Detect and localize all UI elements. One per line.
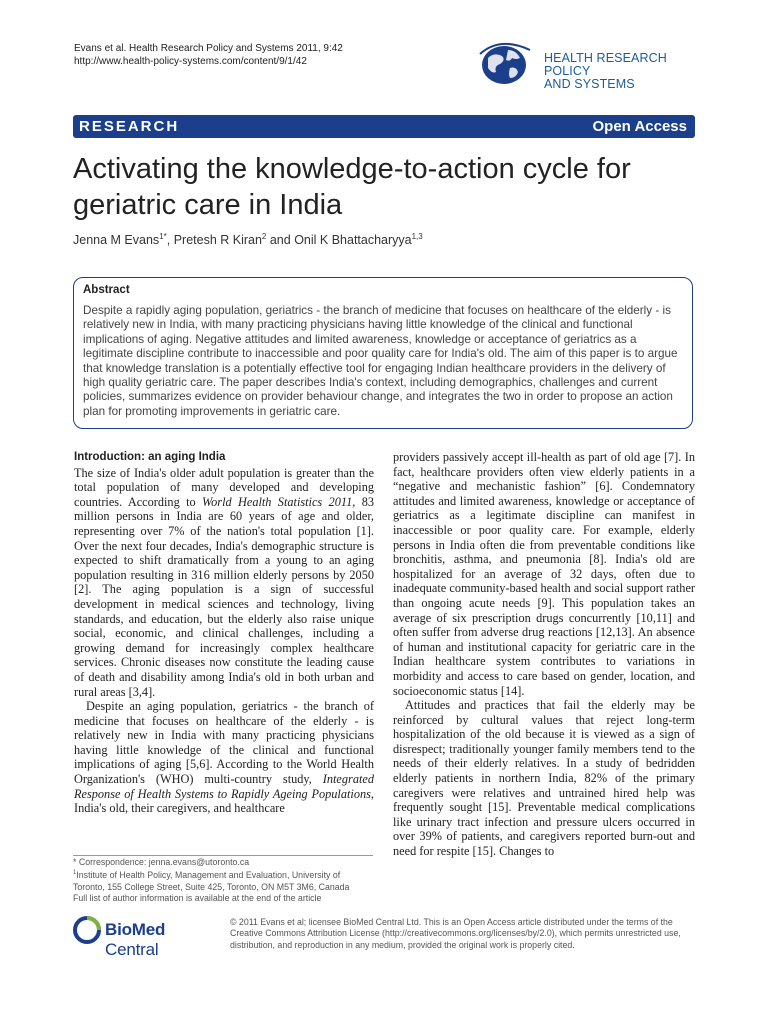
author-affil-mark: 1* (159, 232, 167, 241)
body-column-left (74, 450, 374, 816)
publisher-name (105, 920, 223, 960)
author-affil-mark: 2 (261, 232, 267, 241)
footnotes (73, 857, 373, 904)
author-name[interactable]: Jenna M Evans (73, 233, 160, 248)
globe-icon (474, 40, 536, 86)
journal-logo (474, 40, 704, 90)
abstract-heading: Abstract (83, 284, 130, 296)
article-type: RESEARCH (79, 118, 180, 135)
abstract-box (73, 277, 693, 429)
author-separator: and (266, 233, 295, 248)
citation-header (74, 42, 494, 68)
paragraph-text: Despite an aging population, geriatrics - the branch of medicine that focuses on healthcare of the elderly - is relatively new in India with many practicing physicians having little knowledge of the clinical and functional implications of aging [5,6]. According to the World Health Organization's (WHO) multi-country study, (74, 699, 374, 787)
affiliation-text: Institute of Health Policy, Management and Evaluation, University of Toronto, 155 College Street, Suite 425, Toronto, ON M5T 3M6, Canada (73, 870, 350, 892)
paragraph-emphasis: Integrated Response of Health Systems to Rapidly Ageing Populations (74, 772, 374, 801)
paragraph-text: , India's old, their caregivers, and healthcare (74, 786, 374, 816)
abstract-text: Despite a rapidly aging population, geriatrics - the branch of medicine that focuses on healthcare of the elderly - is relatively new in India, with many practicing physicians having little knowledge of the clinical and functional implications of aging. Negative attitudes and limited awareness, knowledge or acceptance of geriatrics as a legitimate discipline contribute to inaccessible and poor quality care for India's old. The aim of this paper is to argue that knowledge translation is a potentially effective tool for engaging Indian healthcare providers in the delivery of high quality geriatric care. The paper describes India's context, including demographics, challenges and current policies, summarizes evidence on provider behaviour change, and integrates the two in order to propose an action plan for promoting improvements in geriatric care. (83, 304, 678, 418)
footnote-divider (73, 855, 373, 856)
paragraph (74, 466, 374, 700)
affiliation-mark: 1 (73, 870, 77, 877)
journal-name-line2: AND SYSTEMS (544, 77, 635, 91)
open-access-badge: Open Access (592, 118, 687, 135)
citation-line: Evans et al. Health Research Policy and Systems 2011, 9:42 (74, 43, 343, 54)
affiliation (73, 868, 373, 893)
journal-name-line1: HEALTH RESEARCH POLICY (544, 51, 667, 78)
author-info-note: Full list of author information is available at the end of the article (73, 892, 322, 903)
biomed-central-icon (73, 916, 101, 944)
paragraph: providers passively accept ill-health as part of old age [7]. In fact, healthcare providers often view elderly patients in a “negative and mechanistic fashion” [6]. Condemnatory attitudes and limited awareness, knowledge or acceptance of geriatrics as a legitimate discipline can manifest in inaccessible or poor quality care. For example, elderly persons in India often die from preventable conditions like bronchitis, asthma, and pneumonia [8]. India's old are hospitalized for an average of 32 days, often due to inadequate community-based health and social support rather than ongoing acute needs [9]. This population takes an average of six prescription drugs concurrently [10,11] and often suffer from adverse drug reactions [12,13]. An absence of human and institutional capacity for geriatric care in the Indian healthcare system contributes to variations in morbidity and access to care based on gender, location, and socioeconomic status [14]. (393, 450, 695, 698)
author-name[interactable]: Pretesh R Kiran (173, 233, 262, 248)
license-text: © 2011 Evans et al; licensee BioMed Central Ltd. This is an Open Access article distributed under the terms of the Creative Commons Attribution License (http://creativecommons.org/licenses/by/2.0), which permits unrestricted use, distribution, and reproduction in any medium, provided the original work is properly cited. (230, 917, 681, 950)
paragraph (74, 699, 374, 816)
publisher-name-light: Central (105, 940, 159, 959)
citation-url[interactable]: http://www.health-policy-systems.com/content/9/1/42 (74, 56, 307, 67)
paragraph-text: The size of India's older adult population is greater than the total population of many developed and developing countries. According to (74, 465, 374, 509)
correspondence[interactable]: * Correspondence: jenna.evans@utoronto.ca (73, 857, 250, 867)
publisher-name-bold: BioMed (105, 920, 166, 939)
paragraph-text: , 83 million persons in India are 60 years of age and older, representing over 7% of the nation's total population [1]. Over the next four decades, India's demographic structure is expected to shift dramatically from a young to an aging population resulting in 316 million elderly persons by 2050 [2]. The aging population is a sign of successful development in medical sciences and technology, living standards, and education, but the elderly also raise unique social, economic, and clinical challenges, including a growing demand for increasingly complex healthcare services. Chronic diseases now constitute the leading cause of death and disability among India's old in both urban and rural areas [3,4]. (74, 494, 374, 699)
journal-name (544, 52, 704, 91)
author-affil-mark: 1,3 (411, 232, 423, 241)
author-name[interactable]: Onil K Bhattacharyya (294, 233, 412, 248)
article-title: Activating the knowledge-to-action cycle for geriatric care in India (73, 153, 631, 221)
body-column-right (393, 450, 695, 859)
author-separator: , (166, 233, 174, 248)
author-list (73, 232, 693, 247)
section-heading: Introduction: an aging India (74, 451, 226, 463)
section-bar (73, 115, 695, 138)
publisher-logo (73, 914, 223, 959)
paragraph-emphasis: World Health Statistics 2011 (202, 494, 353, 509)
paragraph: Attitudes and practices that fail the elderly may be reinforced by cultural values that reject long-term hospitalization of the old because it is viewed as a sign of disrespect; traditionally younger family members tend to the needs of their elderly relatives. In a study of bedridden elderly patients in northern India, 82% of the primary caregivers were relatives and untrained hired help was frequently sought [15]. Preventable medical complications like urinary tract infection and pressure ulcers occurred in over 39% of patients, and caregivers reported burn-out and need for respite [15]. Changes to (393, 698, 695, 859)
